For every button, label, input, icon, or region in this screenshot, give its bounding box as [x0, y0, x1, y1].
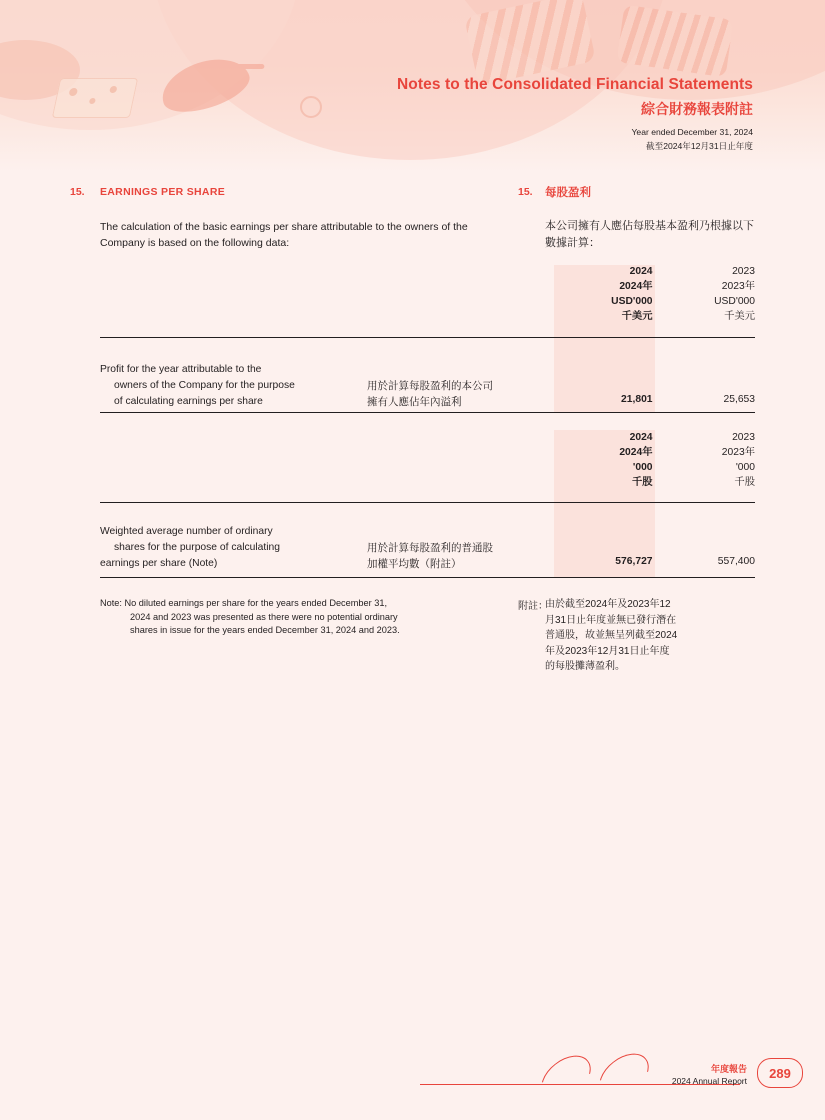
header-period-en: Year ended December 31, 2024	[631, 127, 753, 137]
eps-profit-table	[100, 264, 755, 324]
table1-col-2023-header: 2023 2023年 USD'000 千美元	[714, 266, 755, 322]
swirl-icon	[300, 96, 322, 118]
header-period-zh: 截至2024年12月31日止年度	[646, 141, 753, 151]
table-row	[100, 524, 755, 572]
table2-desc-zh: 用於計算每股盈利的普通股 加權平均數（附註）	[366, 542, 493, 570]
table1-value-2023: 25,653	[723, 394, 755, 405]
table2-bottom-rule	[100, 577, 755, 578]
table2-value-2023: 557,400	[717, 556, 755, 567]
intro-paragraph-en: The calculation of the basic earnings per share attributable to the owners of the Company is based on the following data:	[100, 221, 468, 249]
footer-swoosh-1	[533, 1047, 599, 1110]
table2-col-2024-header: 2024 2024年 '000 千股	[619, 432, 653, 488]
table1-col-2024-header: 2024 2024年 USD'000 千美元	[611, 266, 653, 322]
table1-bottom-rule	[100, 412, 755, 413]
footer-label-zh: 年度報告	[710, 1064, 747, 1074]
table2-desc-en: Weighted average number of ordinary shares for the purpose of calculating earnings per share (Note)	[100, 526, 280, 569]
table2-col-2023-header: 2023 2023年 '000 千股	[721, 432, 755, 488]
section-title-en: EARNINGS PER SHARE	[100, 186, 226, 198]
table1-desc-en: Profit for the year attributable to the owners of the Company for the purpose of calculating earnings per share	[100, 364, 295, 407]
note-zh: 由於截至2024年及2023年12 月31日止年度並無已發行潛在 普通股，故並無呈列截至2024 年及2023年12月31日止年度 的每股攤薄盈利。	[545, 599, 678, 672]
table1-top-rule	[100, 337, 755, 338]
section-number-zh: 15.	[518, 186, 533, 198]
table2-data-row	[100, 524, 755, 572]
intro-paragraph-zh: 本公司擁有人應佔每股基本盈利乃根據以下數據計算：	[545, 220, 754, 249]
section-title-zh: 每股盈利	[545, 187, 591, 199]
table2-value-2024: 576,727	[615, 556, 653, 567]
table1-data-row	[100, 362, 755, 410]
table-header-row	[100, 264, 755, 324]
eps-shares-table	[100, 430, 755, 490]
header-title-zh: 綜合財務報表附註	[641, 101, 753, 117]
table-header-row	[100, 430, 755, 490]
footer-label-en: 2024 Annual Report	[671, 1076, 747, 1086]
cheese-illustration	[52, 78, 139, 118]
footer-swoosh-2	[591, 1045, 657, 1108]
table1-value-2024: 21,801	[621, 394, 653, 405]
page-number-badge: 289	[757, 1058, 803, 1088]
note-en: Note: No diluted earnings per share for the years ended December 31, 2024 and 2023 was presented as there were no potential ordinary shares in issue for the years ended December 31, 2024 and 2023.	[100, 598, 400, 635]
section-number-en: 15.	[70, 186, 85, 198]
note-zh-label: 附註：	[518, 601, 548, 612]
page-footer	[0, 1032, 825, 1102]
table-row	[100, 362, 755, 410]
table2-top-rule	[100, 502, 755, 503]
page-header	[397, 76, 753, 152]
table1-desc-zh: 用於計算每股盈利的本公司 擁有人應佔年內溢利	[366, 380, 493, 408]
header-title-en: Notes to the Consolidated Financial Statements	[397, 76, 753, 93]
